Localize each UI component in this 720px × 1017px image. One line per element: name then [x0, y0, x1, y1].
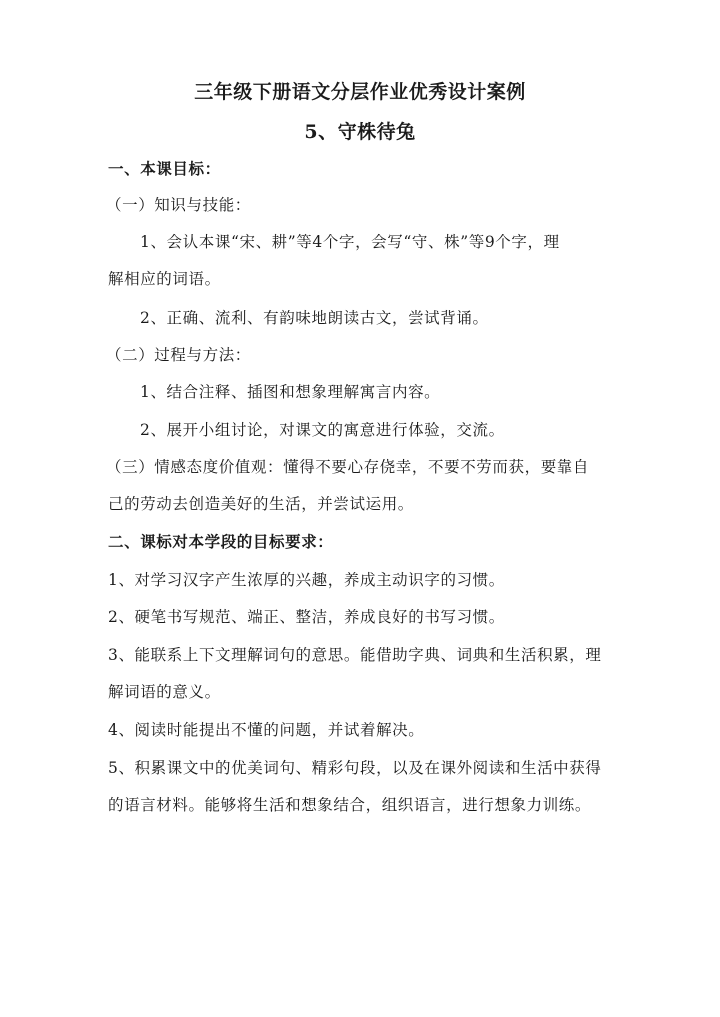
goal-item-1-line-1: 1、会认本课“宋、耕”等4个字，会写“守、株”等9个字，理 [140, 233, 560, 251]
standard-item-3-line-1: 3、能联系上下文理解词句的意思。能借助字典、词典和生活积累，理 [108, 646, 602, 664]
attitude-values-line-1: （三）情感态度价值观：懂得不要心存侥幸，不要不劳而获，要靠自 [106, 458, 590, 476]
goal-item-1-line-2: 解相应的词语。 [108, 270, 221, 288]
standard-item-2: 2、硬笔书写规范、端正、整洁，养成良好的书写习惯。 [108, 608, 505, 626]
standard-item-5-line-1: 5、积累课文中的优美词句、精彩句段，以及在课外阅读和生活中获得 [108, 759, 602, 777]
process-item-2: 2、展开小组讨论，对课文的寓意进行体验，交流。 [140, 421, 505, 439]
goal-item-2: 2、正确、流利、有韵味地朗读古文，尝试背诵。 [140, 309, 489, 327]
lesson-title: 5、守株待兔 [304, 121, 416, 143]
standard-item-1: 1、对学习汉字产生浓厚的兴趣，养成主动识字的习惯。 [108, 571, 505, 589]
standard-item-4: 4、阅读时能提出不懂的问题，并试着解决。 [108, 721, 425, 739]
section-heading-goals: 一、本课目标： [108, 159, 221, 178]
attitude-values-line-2: 己的劳动去创造美好的生活，并尝试运用。 [108, 495, 414, 513]
process-item-1: 1、结合注释、插图和想象理解寓言内容。 [140, 383, 441, 401]
subheading-process-methods: （二）过程与方法： [106, 346, 251, 364]
standard-item-5-line-2: 的语言材料。能够将生活和想象结合，组织语言，进行想象力训练。 [108, 796, 592, 814]
standard-item-3-line-2: 解词语的意义。 [108, 683, 221, 701]
section-heading-standards: 二、课标对本学段的目标要求： [108, 532, 334, 551]
subheading-knowledge-skills: （一）知识与技能： [106, 196, 251, 214]
document-title: 三年级下册语文分层作业优秀设计案例 [194, 81, 526, 103]
